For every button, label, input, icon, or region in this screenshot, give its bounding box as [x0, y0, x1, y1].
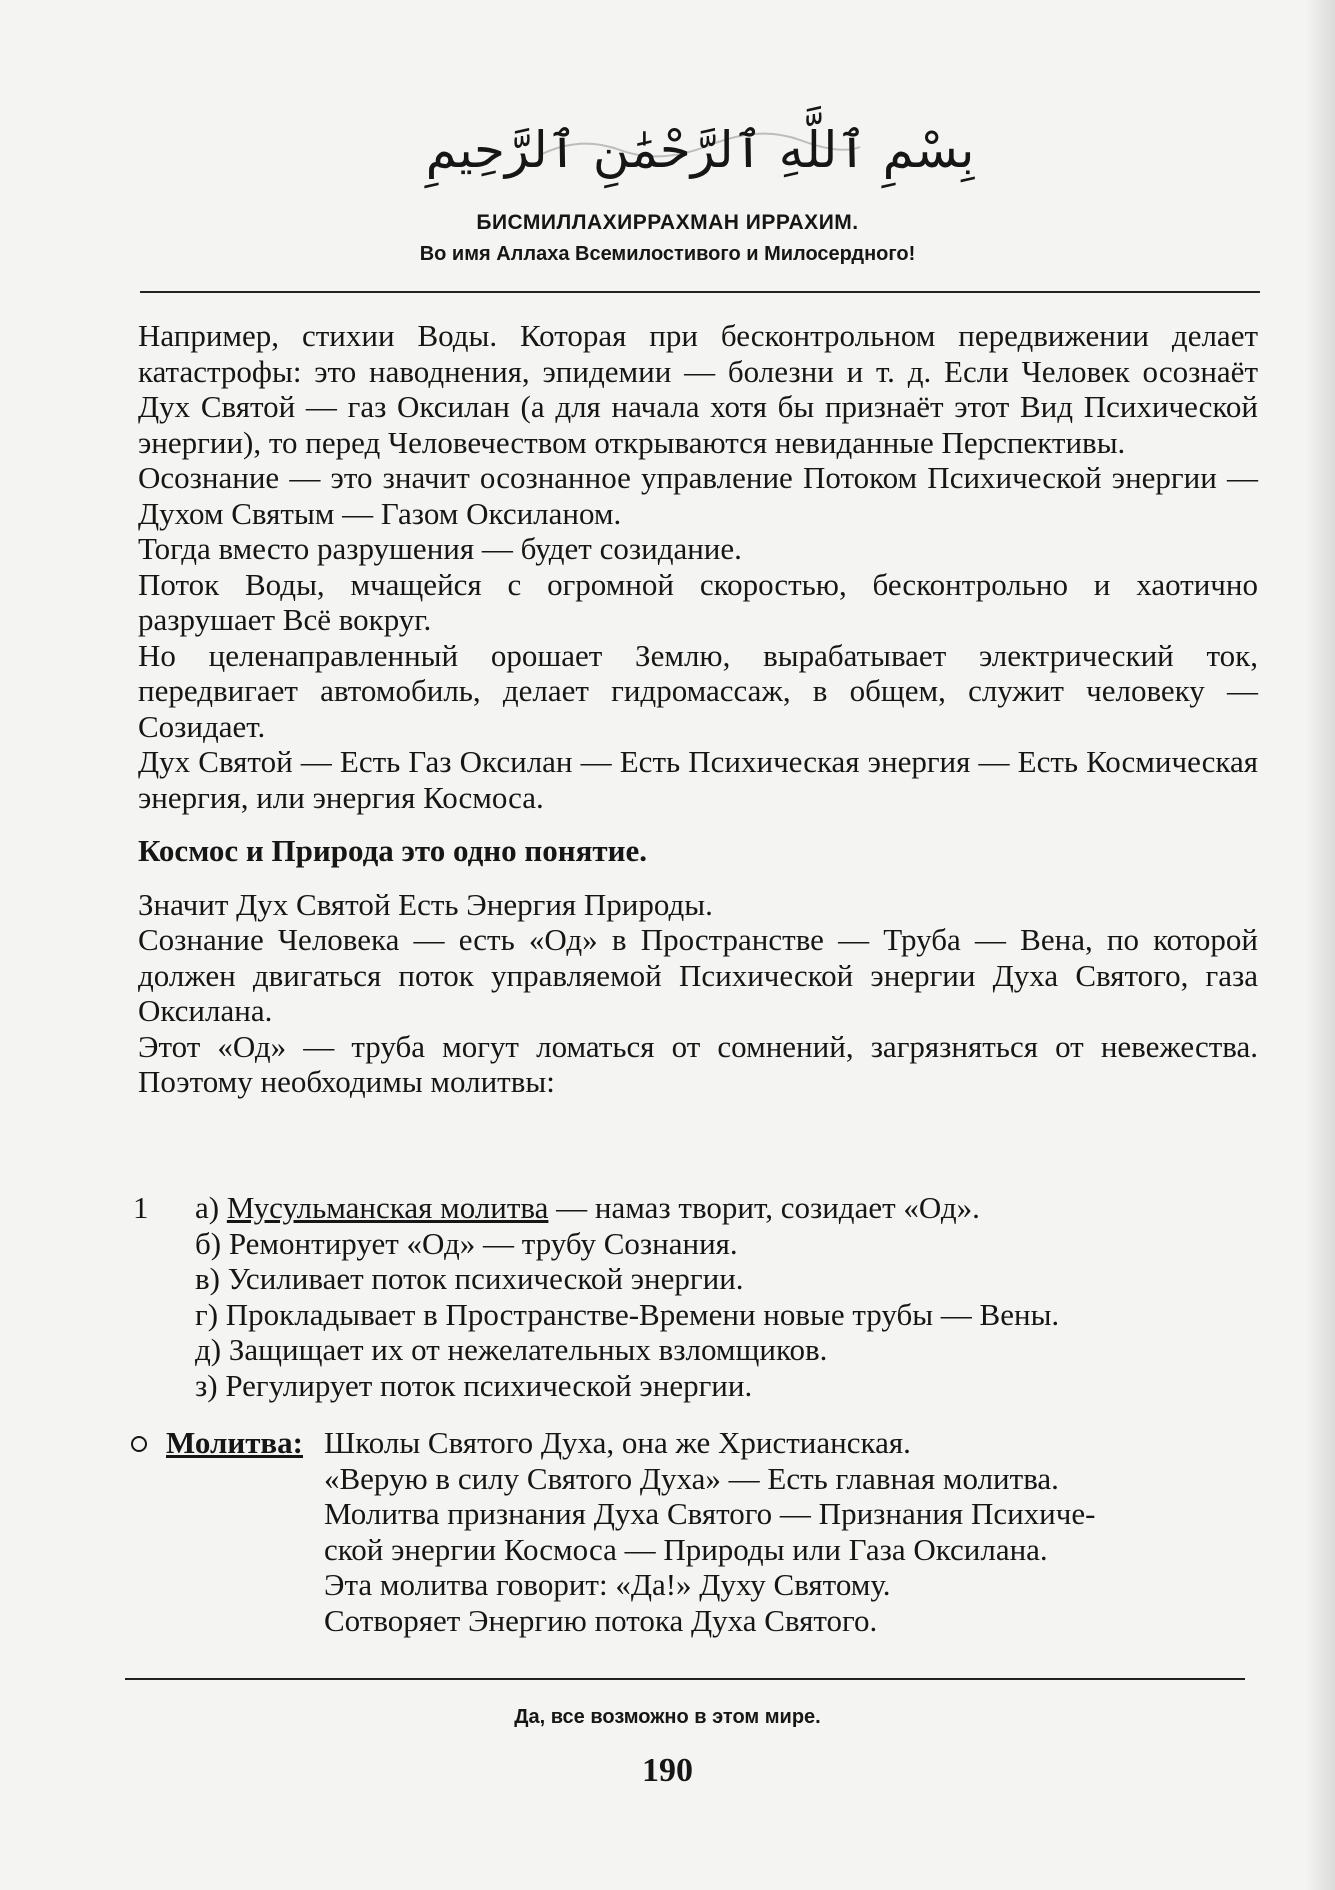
footer-text: Да, все возможно в этом мире. — [514, 1706, 821, 1728]
bismillah-arabic-text: بِسْمِ ٱللَّهِ ٱلرَّحْمَٰنِ ٱلرَّحِيمِ — [425, 121, 975, 179]
header-divider — [140, 291, 1260, 293]
header-title: БИСМИЛЛАХИРРАХМАН ИРРАХИМ. — [476, 211, 859, 234]
list-number: 1 — [133, 1190, 149, 1225]
paragraph: Например, стихии Воды. Которая при бесконтрольном передвижении делает катастрофы: это наводнения, эпидемии — болезни и т. д. Если Человек осознаёт Дух Святой — газ Оксилан (а для начала хотя бы признаёт этот Вид Психической энергии), то перед Человечеством открываются невиданные Перспективы. — [138, 318, 1258, 460]
list-item: г) Прокладывает в Пространстве-Времени новые трубы — Вены. — [195, 1296, 1060, 1332]
paragraph: Поток Воды, мчащейся с огромной скоростью, бесконтрольно и хаотично разрушает Всё вокруг. — [138, 566, 1258, 637]
paragraph: Сознание Человека — есть «Од» в Пространстве — Труба — Вена, по которой должен двигаться поток управляемой Психической энергии Духа Святого, газа Оксилана. — [138, 922, 1258, 1028]
list-item-marker: а) — [195, 1190, 220, 1225]
circle-bullet-icon — [131, 1436, 147, 1452]
list-item: з) Регулирует поток психической энергии. — [195, 1367, 753, 1403]
prayer-lines — [324, 1425, 1234, 1638]
prayer-line: Школы Святого Духа, она же Христианская. — [324, 1425, 911, 1460]
bismillah-calligraphy — [425, 95, 975, 200]
header-subtitle: Во имя Аллаха Всемилостивого и Милосердного! — [419, 243, 916, 265]
prayer-line: Молитва признания Духа Святого — Признания Психиче- — [324, 1496, 1096, 1531]
prayer-label: Молитва: — [166, 1425, 303, 1460]
paragraph: Дух Святой — Есть Газ Оксилан — Есть Психическая энергия — Есть Космическая энергия, или энергия Космоса. — [138, 744, 1258, 815]
list-item-text: — намаз творит, созидает «Од». — [548, 1190, 980, 1225]
paragraph: Этот «Од» — труба могут ломаться от сомнений, загрязняться от невежества. Поэтому необходимы молитвы: — [138, 1028, 1258, 1099]
paragraph: Значит Дух Святой Есть Энергия Природы. — [138, 886, 713, 922]
section-heading: Космос и Природа это одно понятие. — [138, 833, 647, 868]
body-text — [138, 318, 1258, 1100]
list-item: в) Усиливает поток психической энергии. — [195, 1261, 744, 1296]
prayer-line: Эта молитва говорит: «Да!» Духу Святому. — [324, 1567, 891, 1602]
list-item: д) Защищает их от нежелательных взломщиков. — [195, 1332, 828, 1367]
prayer-line: ской энергии Космоса — Природы или Газа Оксилана. — [324, 1531, 1048, 1567]
prayer-line: «Верую в силу Святого Духа» — Есть главная молитва. — [324, 1460, 1059, 1496]
list-item: б) Ремонтирует «Од» — трубу Сознания. — [195, 1225, 738, 1261]
list-items — [195, 1190, 1245, 1403]
paragraph: Но целенаправленный орошает Землю, вырабатывает электрический ток, передвигает автомобиль, делает гидромассаж, в общем, служит человеку — Созидает. — [138, 637, 1258, 744]
footer-divider — [125, 1678, 1245, 1680]
paragraph: Осознание — это значит осознанное управление Потоком Психической энергии — Духом Святым — Газом Оксиланом. — [138, 460, 1258, 531]
page-number: 190 — [642, 1752, 693, 1789]
prayer-line: Сотворяет Энергию потока Духа Святого. — [324, 1602, 878, 1638]
page-edge-shadow — [1305, 0, 1335, 1890]
muslim-prayer-term: Мусульманская молитва — [226, 1190, 549, 1225]
paragraph: Тогда вместо разрушения — будет созидание. — [138, 531, 742, 566]
list-item — [195, 1190, 1245, 1226]
